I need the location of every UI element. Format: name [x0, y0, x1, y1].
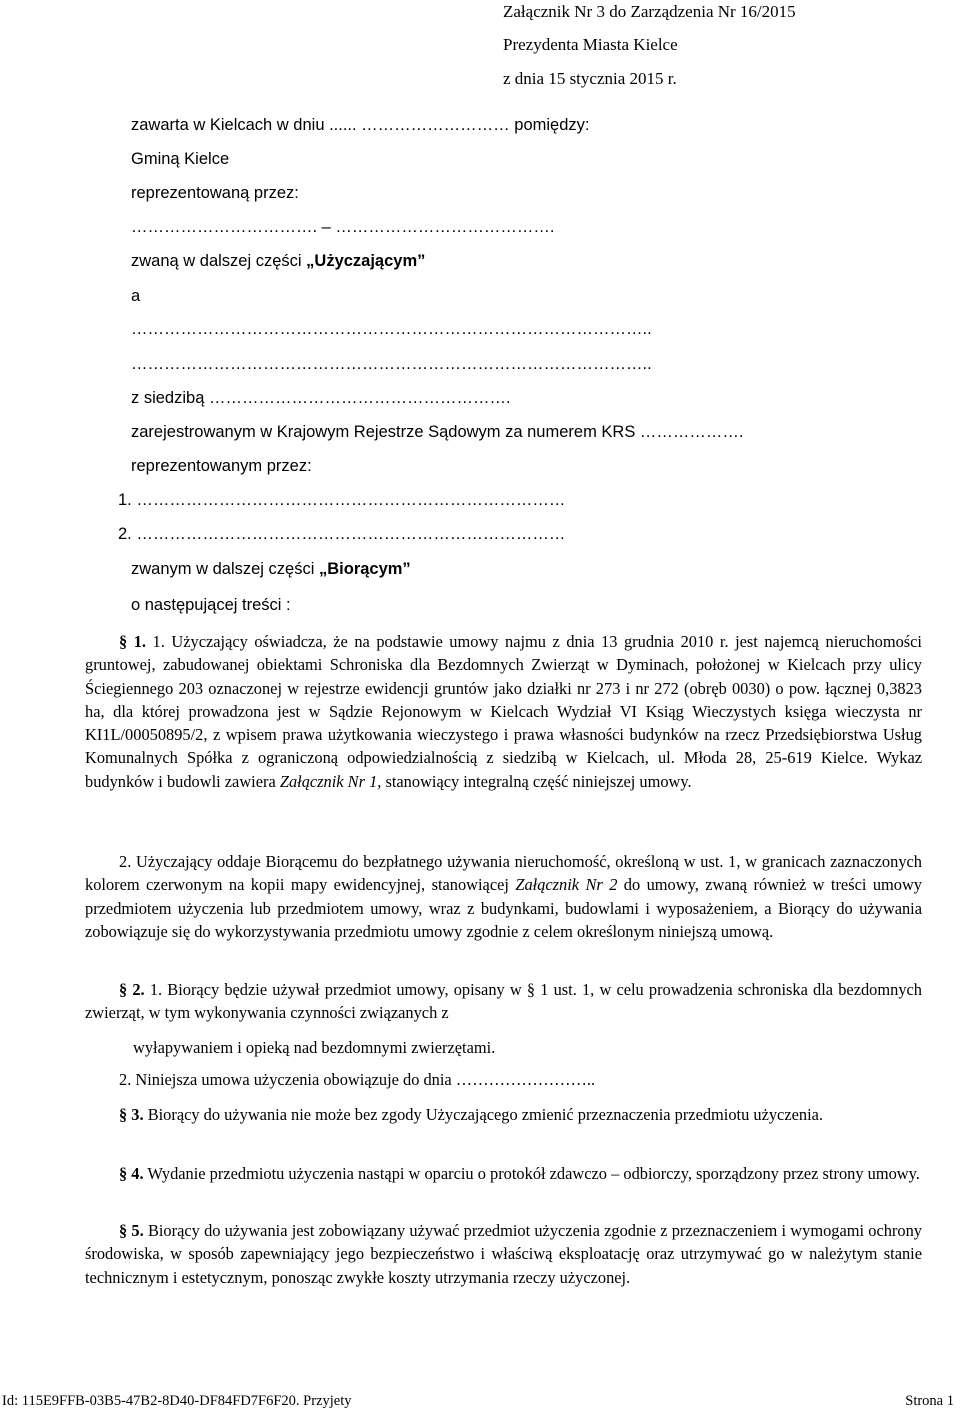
party2-alias: „Biorącym” [318, 560, 411, 578]
paragraph-1-point-2-text-b: do umowy, zwaną również w treści umowy przedmiotem użyczenia lub przedmiotem umowy, wraz z budynkami, budowlami i wyposażeniem, a Biorący do używania zobowiązuje się do wykorzystywania przedmiotu umowy zgodnie z celem określonym niniejszą umową. [85, 875, 922, 941]
party1-alias-line [131, 252, 425, 271]
seat-line [131, 389, 511, 408]
paragraph-1-point-1 [85, 630, 922, 793]
paragraph-3-text: Biorący do używania nie może bez zgody Użyczającego zmienić przeznaczenia przedmiotu użyczenia. [143, 1105, 823, 1124]
paragraph-3-section-mark: § 3. [119, 1105, 144, 1124]
paragraph-2-text-continuation: wyłapywaniem i opieką nad bezdomnymi zwierzętami. [133, 1038, 496, 1057]
attachment-header-line1: Załącznik Nr 3 do Zarządzenia Nr 16/2015 [503, 2, 796, 21]
attachment-1-reference: Załącznik Nr 1, [279, 771, 382, 791]
paragraph-3 [85, 1103, 922, 1126]
paragraph-5 [85, 1219, 922, 1289]
paragraph-2-section-mark: § 2. [119, 980, 145, 999]
document-id-footer: Id: 115E9FFB-03B5-47B2-8D40-DF84FD7F6F20. Przyjety [2, 1393, 352, 1409]
paragraph-5-section-mark: § 5. [119, 1221, 144, 1240]
representative-1-number: 1. [118, 491, 132, 509]
party2-alias-line [131, 560, 411, 579]
representative-1-line [118, 491, 565, 510]
representative-2-number: 2. [118, 525, 132, 543]
and-conjunction: a [131, 287, 141, 305]
party1-alias-prefix: zwaną w dalszej części [131, 252, 307, 270]
attachment-header-line3: z dnia 15 stycznia 2015 r. [503, 69, 677, 88]
krs-label: zarejestrowanym w Krajowym Rejestrze Sądowym za numerem KRS [131, 423, 636, 441]
paragraph-4 [85, 1162, 922, 1185]
attachment-header-line2: Prezydenta Miasta Kielce [503, 35, 678, 54]
paragraph-4-section-mark: § 4. [119, 1164, 144, 1183]
paragraph-1-text-a: Użyczający oświadcza, że na podstawie umowy najmu z dnia 13 grudnia 2010 r. jest najemcą nieruchomości gruntowej, zabudowanej obiektami Schroniska dla Bezdomnych Zwierząt w Dyminach, położonej w Kielcach przy ulicy Ściegiennego 203 oznaczonej w rejestrze ewidencji gruntów jako działki nr 273 i nr 272 (obręb 0030) o pow. łącznej 0,3823 ha, dla której prowadzona jest w Sądzie Rejonowym w Kielcach Wydział VI Ksiąg Wieczystych księga wieczysta nr KI1L/00050895/2, z wpisem prawa użytkowania wieczystego i prawa własności budynków na rzecz Przedsiębiorstwa Usług Komunalnych Spółka z ograniczoną odpowiedzialnością z siedzibą w Kielcach, ul. Młoda 28, 25-619 Kielce. Wykaz budynków i budowli zawiera [85, 632, 922, 791]
krs-line [131, 423, 744, 442]
paragraph-4-text: Wydanie przedmiotu użyczenia nastąpi w oparciu o protokół zdawczo – odbiorczy, sporządzony przez strony umowy. [143, 1164, 920, 1183]
page-number-footer: Strona 1 [905, 1393, 954, 1409]
paragraph-5-text: Biorący do używania jest zobowiązany używać przedmiot użyczenia zgodnie z przeznaczeniem i wymogami ochrony środowiska, w sposób zapewniający jego bezpieczeństwo i właściwą eksploatację oraz utrzymywać go w należytym stanie technicznym i estetycznym, ponosząc zwykłe koszty utrzymania rzeczy użyczonej. [85, 1221, 922, 1287]
representative-1-blank: …………………………………………………………………… [136, 491, 566, 509]
party1-alias: „Użyczającym” [306, 252, 426, 270]
party1-name: Gminą Kielce [131, 150, 230, 168]
party2-name-blank-2: ………………………………………………………………………………….. [131, 355, 652, 373]
attachment-2-reference: Załącznik Nr 2 [515, 875, 618, 895]
paragraph-2-text: 1. Biorący będzie używał przedmiot umowy, opisany w § 1 ust. 1, w celu prowadzenia schroniska dla bezdomnych zwierząt, w tym wykonywania czynności związanych z [85, 980, 922, 1023]
party2-name-blank-1: ………………………………………………………………………………….. [131, 320, 652, 338]
party2-alias-prefix: zwanym w dalszej części [131, 560, 319, 578]
paragraph-2-point-2: 2. Niniejsza umowa użyczenia obowiązuje do dnia …………………….. [119, 1070, 596, 1089]
seat-blank: ………………………………………………. [208, 389, 511, 407]
party2-represented-label: reprezentowanym przez: [131, 457, 312, 475]
paragraph-1-text-b: stanowiący integralną część niniejszej umowy. [381, 771, 692, 791]
paragraph-1-point-2 [85, 850, 922, 943]
content-intro: o następującej treści : [131, 596, 291, 614]
seat-label: z siedzibą [131, 389, 205, 407]
paragraph-1-point-2-text-a: 2. Użyczający oddaje Biorącemu do bezpłatnego używania nieruchomość, określoną w ust. 1, w granicach zaznaczonych kolorem czerwonym na kopii mapy ewidencyjnej, stanowiącej [85, 852, 922, 895]
party1-represented-label: reprezentowaną przez: [131, 184, 299, 202]
paragraph-1-point-number: 1. [146, 632, 172, 651]
representative-2-line [118, 525, 565, 544]
paragraph-2-point-1 [85, 978, 922, 1025]
concluded-in-line: zawarta w Kielcach w dniu ...... ……………………… pomiędzy: [131, 116, 590, 134]
paragraph-1-section-mark: § 1. [119, 632, 147, 651]
krs-blank: ………………. [635, 423, 744, 441]
party1-representative-blank: ……………………………. – …………………………………. [131, 218, 555, 236]
representative-2-blank: …………………………………………………………………… [136, 525, 566, 543]
